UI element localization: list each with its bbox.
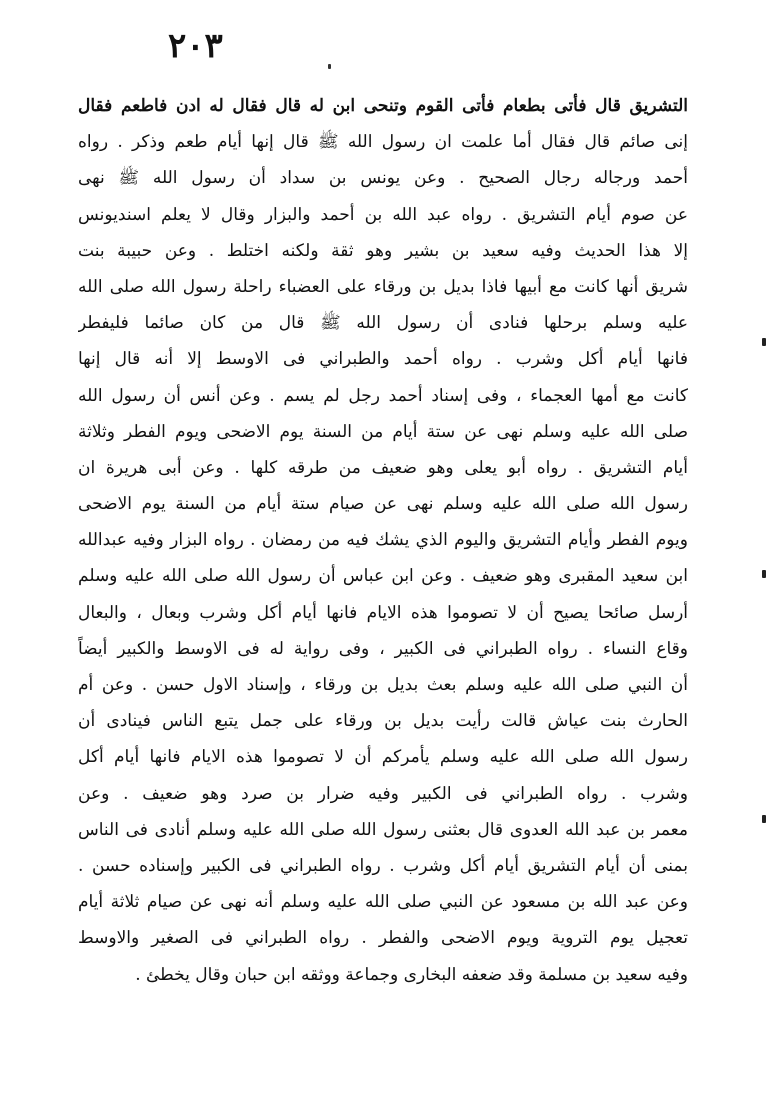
- margin-mark: [762, 815, 766, 823]
- text-line: التشريق قال فأتى بطعام فأتى القوم وتنحى ابن له قال فقال له ادن فاطعم فقال: [78, 96, 688, 116]
- text-line: شريق أنها كانت مع أبيها فاذا بديل بن ورقاء على العضباء راحلة رسول الله صلى الله: [78, 276, 688, 297]
- body-text: [78, 88, 688, 993]
- page-number: ٢٠٣: [168, 26, 223, 66]
- text-line: عن صوم أيام التشريق . رواه عبد الله بن أحمد والبزار وقال لا يعلم اسنديونس: [78, 204, 688, 225]
- text-line: صلى الله عليه وسلم نهى عن ستة أيام من السنة يوم الاضحى ويوم الفطر وثلاثة: [78, 421, 688, 442]
- text-line: تعجيل يوم التروية ويوم الاضحى والفطر . رواه الطبراني فى الصغير والاوسط: [78, 928, 688, 949]
- text-line: وشرب . رواه الطبراني فى الكبير وفيه ضرار بن صرد وهو ضعيف . وعن: [78, 783, 688, 804]
- margin-mark: [762, 338, 766, 346]
- text-line: وقاع النساء . رواه الطبراني فى الكبير ، وفى رواية له فى الاوسط والكبير أيضاً: [78, 638, 688, 659]
- text-line: بمنى أن أيام التشريق أيام أكل وشرب . رواه الطبراني فى الكبير وإسناده حسن .: [78, 855, 688, 876]
- text-line: معمر بن عبد الله العدوى قال بعثنى رسول الله صلى الله عليه وسلم أنادى فى الناس: [78, 819, 688, 840]
- text-line: فانها أيام أكل وشرب . رواه أحمد والطبراني فى الاوسط إلا أنه قال إنها: [78, 349, 688, 370]
- margin-mark: [762, 570, 766, 578]
- text-line: أرسل صائحا يصيح أن لا تصوموا هذه الايام فانها أيام أكل وشرب وبعال ، والبعال: [78, 602, 688, 623]
- text-line: ابن سعيد المقبرى وهو ضعيف . وعن ابن عباس أن رسول الله صلى الله عليه وسلم: [78, 566, 688, 587]
- text-line: إلا هذا الحديث وفيه سعيد بن بشير وهو ثقة ولكنه اختلط . وعن حبيبة بنت: [78, 240, 688, 261]
- text-line: وعن عبد الله بن مسعود عن النبي صلى الله عليه وسلم أنه نهى عن صيام ثلاثة أيام: [78, 892, 688, 913]
- text-line: الحارث بنت عياش قالت رأيت بديل بن ورقاء على جمل يتبع الناس فينادى أن: [78, 711, 688, 732]
- text-line: كانت مع أمها العجماء ، وفى إسناد أحمد رجل لم يسم . وعن أنس أن رسول الله: [78, 385, 688, 406]
- text-line: رسول الله صلى الله عليه وسلم نهى عن صيام ستة أيام من السنة يوم الاضحى: [78, 494, 688, 515]
- text-line: أحمد ورجاله رجال الصحيح . وعن يونس بن سداد أن رسول الله ﷺ نهى: [78, 168, 688, 189]
- text-line: إنى صائم قال فقال أما علمت ان رسول الله ﷺ قال إنها أيام طعم وذكر . رواه: [78, 132, 688, 153]
- text-line: أن النبي صلى الله عليه وسلم بعث بديل بن ورقاء ، وإسناد الاول حسن . وعن أم: [78, 675, 688, 695]
- text-line: وفيه سعيد بن مسلمة وقد ضعفه البخارى وجماعة ووثقه ابن حبان وقال يخطئ .: [135, 964, 688, 985]
- text-line: عليه وسلم برحلها فنادى أن رسول الله ﷺ قال من كان صائما فليفطر: [78, 313, 688, 334]
- text-line: أيام التشريق . رواه أبو يعلى وهو ضعيف من طرقه كلها . وعن أبى هريرة ان: [78, 457, 688, 478]
- text-line: رسول الله صلى الله عليه وسلم يأمركم أن لا تصوموا هذه الايام فانها أيام أكل: [78, 747, 688, 768]
- print-mark: [328, 64, 331, 69]
- text-line: ويوم الفطر وأيام التشريق واليوم الذي يشك فيه من رمضان . رواه البزار وفيه عبدالله: [78, 530, 688, 551]
